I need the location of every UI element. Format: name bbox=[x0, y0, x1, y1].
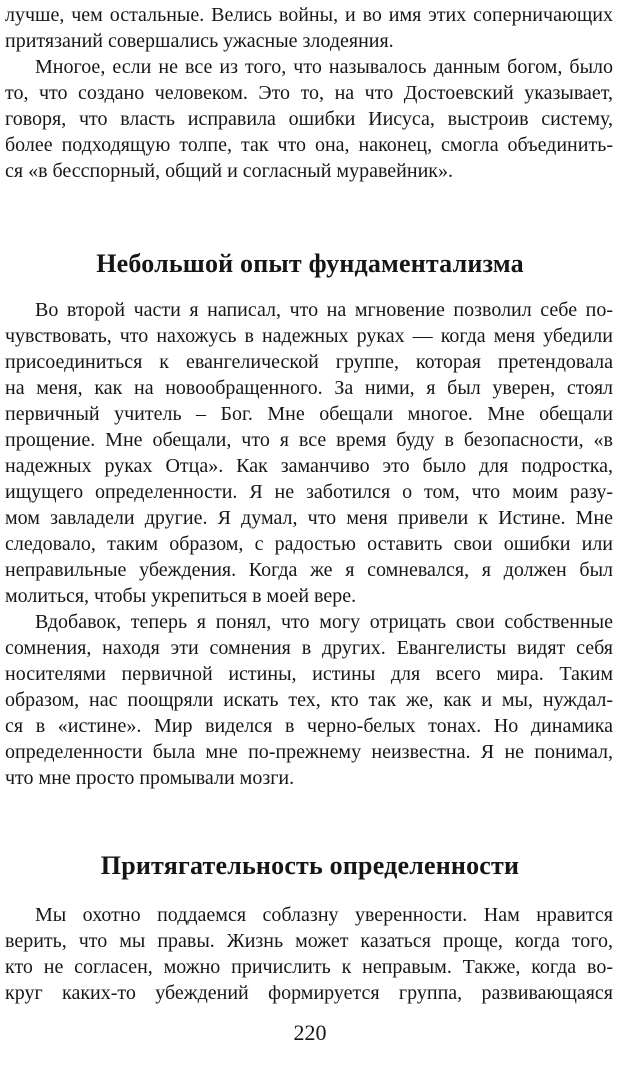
section-body bbox=[5, 297, 613, 791]
text-line: говоря, что власть исправила ошибки Иисуса, выстроив систему, bbox=[5, 108, 613, 130]
text-line: Многое, если не все из того, что называлось данным богом, было bbox=[35, 56, 613, 78]
text-line: ся «в бесспорный, общий и согласный муравейник». bbox=[5, 160, 453, 182]
text-line: притязаний совершались ужасные злодеяния. bbox=[5, 30, 394, 52]
text-line: Вдобавок, теперь я понял, что могу отрицать свои собственные bbox=[35, 611, 613, 633]
text-line: следовало, таким образом, с радостью оставить свои ошибки или bbox=[5, 533, 613, 555]
page-number: 220 bbox=[293, 1020, 327, 1045]
top-paragraphs bbox=[5, 2, 613, 184]
text-line: верить, что мы правы. Жизнь может казаться проще, когда того, bbox=[5, 930, 613, 952]
text-line: сомнения, находя эти сомнения в других. Евангелисты видят себя bbox=[5, 637, 613, 659]
text-line: чувствовать, что нахожусь в надежных руках — когда меня убедили bbox=[5, 325, 613, 347]
section-heading: Небольшой опыт фундаментализма bbox=[96, 249, 524, 278]
text-line: надежных руках Отца». Как заманчиво это было для подростка, bbox=[5, 455, 613, 477]
text-line: носителями первичной истины, истины для всего мира. Таким bbox=[5, 663, 613, 685]
text-line: прощение. Мне обещали, что я все время буду в безопасности, «в bbox=[5, 429, 613, 451]
text-line: более подходящую толпе, так что она, наконец, смогла объединить- bbox=[5, 134, 613, 156]
text-line: Во второй части я написал, что на мгновение позволил себе по- bbox=[35, 299, 613, 321]
text-line: ищущего определенности. Я не заботился о том, что моим разу- bbox=[5, 481, 613, 503]
text-line: мом завладели другие. Я думал, что меня привели к Истине. Мне bbox=[5, 507, 613, 529]
text-line: молиться, чтобы укрепиться в моей вере. bbox=[5, 585, 357, 607]
text-line: присоединиться к евангелической группе, которая претендовала bbox=[5, 351, 613, 373]
text-line: неправильные убеждения. Когда же я сомневался, я должен был bbox=[5, 559, 613, 581]
text-line: на меня, как на новообращенного. За ними, я был уверен, стоял bbox=[5, 377, 613, 399]
section-heading: Притягательность определенности bbox=[100, 851, 520, 880]
section-body bbox=[5, 902, 613, 1006]
text-line: ся в «истине». Мир виделся в черно-белых тонах. Но динамика bbox=[5, 715, 613, 737]
text-line: кто не согласен, можно причислить к неправым. Также, когда во- bbox=[5, 956, 613, 978]
text-line: определенности была мне по-прежнему неизвестна. Я не понимал, bbox=[5, 741, 613, 763]
text-line: Мы охотно поддаемся соблазну уверенности. Нам нравится bbox=[35, 904, 613, 926]
text-line: то, что создано человеком. Это то, на что Достоевский указывает, bbox=[5, 82, 613, 104]
text-line: что мне просто промывали мозги. bbox=[5, 767, 295, 789]
text-line: образом, нас поощряли искать тех, кто так же, как и мы, нуждал- bbox=[5, 689, 613, 711]
text-line: круг каких-то убеждений формируется группа, развивающаяся bbox=[5, 982, 613, 1004]
text-line: лучше, чем остальные. Велись войны, и во имя этих соперничающих bbox=[5, 4, 613, 26]
text-line: первичный учитель – Бог. Мне обещали многое. Мне обещали bbox=[5, 403, 613, 425]
